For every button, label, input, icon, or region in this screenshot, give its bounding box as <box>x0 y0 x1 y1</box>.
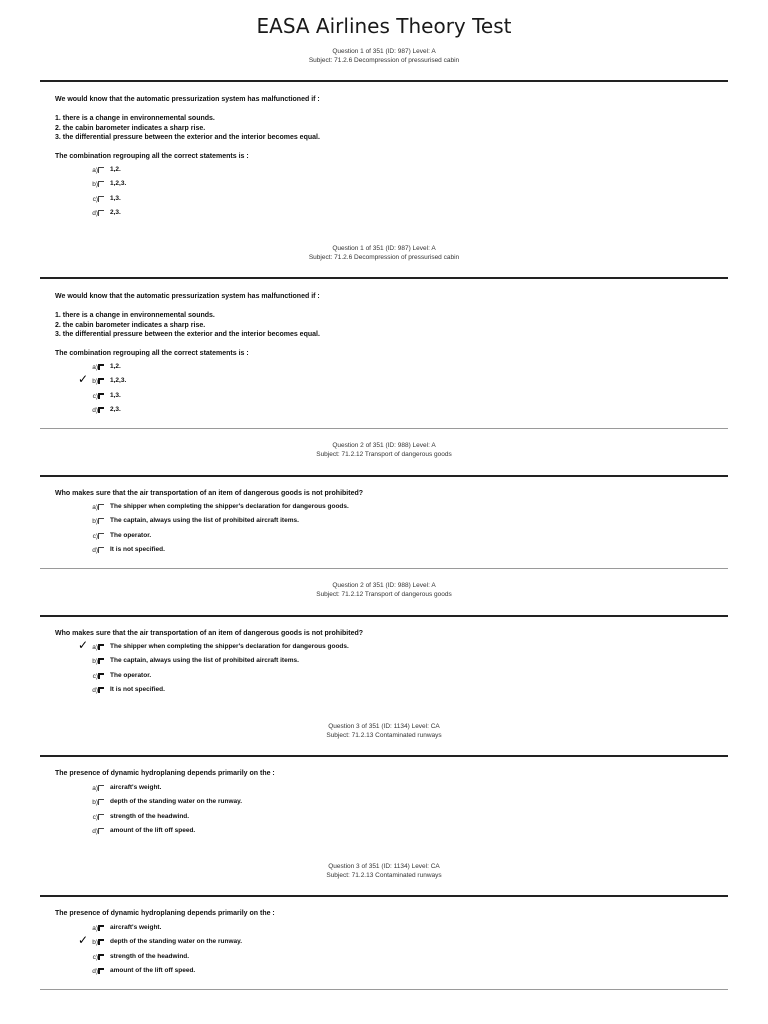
option-checkbox[interactable] <box>98 407 104 413</box>
question-number-line: Question 1 of 351 (ID: 987) Level: A <box>332 245 436 252</box>
option-checkbox[interactable] <box>98 828 104 834</box>
option-text: strength of the headwind. <box>110 813 190 820</box>
option-letter: d) <box>92 687 98 694</box>
answer-option[interactable] <box>0 195 768 207</box>
option-checkbox[interactable] <box>98 518 104 524</box>
option-checkbox[interactable] <box>98 673 104 679</box>
question-number-line: Question 3 of 351 (ID: 1134) Level: CA <box>328 723 440 730</box>
subject-line: Subject: 71.2.13 Contaminated runways <box>326 872 442 879</box>
question-number-line: Question 3 of 351 (ID: 1134) Level: CA <box>328 863 440 870</box>
answer-option[interactable] <box>0 166 768 178</box>
question-header <box>0 862 768 880</box>
answer-option[interactable] <box>0 180 768 192</box>
option-checkbox[interactable] <box>98 925 104 931</box>
option-letter: a) <box>92 364 98 371</box>
question-prompt: Who makes sure that the air transportation of an item of dangerous goods is not prohibited? <box>55 490 364 497</box>
option-text: The captain, always using the list of prohibited aircraft items. <box>110 517 299 524</box>
option-letter: b) <box>92 518 98 525</box>
option-checkbox[interactable] <box>98 364 104 370</box>
option-text: It is not specified. <box>110 686 165 693</box>
section-divider <box>40 755 728 757</box>
section-divider <box>40 568 728 569</box>
option-text: The captain, always using the list of prohibited aircraft items. <box>110 657 299 664</box>
option-letter: c) <box>92 196 98 203</box>
question-prompt: We would know that the automatic pressurization system has malfunctioned if : <box>55 96 320 103</box>
section-divider <box>40 428 728 429</box>
option-checkbox[interactable] <box>98 533 104 539</box>
section-divider <box>40 277 728 279</box>
checkmark-icon: ✓ <box>78 638 89 652</box>
section-divider <box>40 80 728 82</box>
option-letter: b) <box>92 378 98 385</box>
question-header <box>0 581 768 599</box>
option-letter: b) <box>92 939 98 946</box>
section-divider <box>40 989 728 990</box>
answer-option[interactable] <box>0 798 768 810</box>
statement-item: 2. the cabin barometer indicates a sharp rise. <box>55 125 206 132</box>
option-text: depth of the standing water on the runway. <box>110 798 243 805</box>
section-divider <box>40 615 728 617</box>
option-text: amount of the lift off speed. <box>110 967 196 974</box>
question-prompt: Who makes sure that the air transportation of an item of dangerous goods is not prohibited? <box>55 630 364 637</box>
option-letter: b) <box>92 658 98 665</box>
subject-line: Subject: 71.2.13 Contaminated runways <box>326 732 442 739</box>
statement-item: 2. the cabin barometer indicates a sharp rise. <box>55 322 206 329</box>
page-title: EASA Airlines Theory Test <box>256 14 512 38</box>
subject-line: Subject: 71.2.12 Transport of dangerous goods <box>316 451 452 458</box>
answer-option[interactable] <box>0 784 768 796</box>
question-header <box>0 441 768 459</box>
answer-option[interactable] <box>0 363 768 375</box>
option-letter: a) <box>92 925 98 932</box>
answer-option[interactable] <box>0 813 768 825</box>
question-number-line: Question 2 of 351 (ID: 988) Level: A <box>332 582 436 589</box>
answer-option[interactable] <box>0 392 768 404</box>
section-divider <box>40 895 728 897</box>
question-number-line: Question 1 of 351 (ID: 987) Level: A <box>332 48 436 55</box>
checkmark-icon: ✓ <box>78 372 89 386</box>
statement-item: 1. there is a change in environnemental sounds. <box>55 312 215 319</box>
answer-option[interactable] <box>0 672 768 684</box>
subject-line: Subject: 71.2.6 Decompression of pressurised cabin <box>308 254 460 261</box>
option-letter: d) <box>92 547 98 554</box>
checkmark-icon: ✓ <box>78 933 89 947</box>
option-text: The shipper when completing the shipper's declaration for dangerous goods. <box>110 503 349 510</box>
option-letter: a) <box>92 644 98 651</box>
option-text: 1,2,3. <box>110 377 127 384</box>
answer-option[interactable] <box>0 827 768 839</box>
question-header <box>0 722 768 740</box>
option-checkbox[interactable] <box>98 547 104 553</box>
subject-line: Subject: 71.2.6 Decompression of pressurised cabin <box>308 57 460 64</box>
answer-option[interactable] <box>0 686 768 698</box>
option-letter: d) <box>92 968 98 975</box>
answer-option[interactable] <box>0 503 768 515</box>
option-checkbox[interactable] <box>98 210 104 216</box>
option-letter: a) <box>92 504 98 511</box>
answer-option[interactable] <box>0 209 768 221</box>
option-letter: a) <box>92 785 98 792</box>
option-letter: b) <box>92 799 98 806</box>
option-text: 2,3. <box>110 406 121 413</box>
question-number-line: Question 2 of 351 (ID: 988) Level: A <box>332 442 436 449</box>
subject-line: Subject: 71.2.12 Transport of dangerous goods <box>316 591 452 598</box>
combination-prompt: The combination regrouping all the correct statements is : <box>55 153 249 160</box>
option-letter: d) <box>92 407 98 414</box>
option-checkbox[interactable] <box>98 799 104 805</box>
option-letter: c) <box>92 814 98 821</box>
option-text: The operator. <box>110 672 152 679</box>
option-letter: c) <box>92 393 98 400</box>
answer-option[interactable] <box>0 967 768 979</box>
section-divider <box>40 475 728 477</box>
statement-item: 1. there is a change in environnemental sounds. <box>55 115 215 122</box>
option-letter: d) <box>92 828 98 835</box>
question-prompt: The presence of dynamic hydroplaning depends primarily on the : <box>55 770 275 777</box>
option-checkbox[interactable] <box>98 814 104 820</box>
option-text: amount of the lift off speed. <box>110 827 196 834</box>
option-text: 1,2. <box>110 166 121 173</box>
option-letter: c) <box>92 533 98 540</box>
answer-option[interactable] <box>0 924 768 936</box>
option-checkbox[interactable] <box>98 658 104 664</box>
answer-option[interactable] <box>0 546 768 558</box>
question-header <box>0 244 768 262</box>
option-checkbox[interactable] <box>98 644 104 650</box>
option-checkbox[interactable] <box>98 954 104 960</box>
option-checkbox[interactable] <box>98 181 104 187</box>
option-text: aircraft's weight. <box>110 924 162 931</box>
option-text: It is not specified. <box>110 546 165 553</box>
answer-option[interactable] <box>0 657 768 669</box>
option-letter: d) <box>92 210 98 217</box>
option-checkbox[interactable] <box>98 378 104 384</box>
answer-option-selected[interactable] <box>0 638 768 655</box>
statement-item: 3. the differential pressure between the exterior and the interior becomes equal. <box>55 134 320 141</box>
question-prompt: The presence of dynamic hydroplaning depends primarily on the : <box>55 910 275 917</box>
option-text: 1,2. <box>110 363 121 370</box>
question-header <box>0 47 768 65</box>
option-letter: c) <box>92 673 98 680</box>
option-checkbox[interactable] <box>98 504 104 510</box>
option-letter: c) <box>92 954 98 961</box>
option-text: 2,3. <box>110 209 121 216</box>
option-checkbox[interactable] <box>98 785 104 791</box>
option-checkbox[interactable] <box>98 393 104 399</box>
answer-option[interactable] <box>0 517 768 529</box>
option-checkbox[interactable] <box>98 968 104 974</box>
option-text: 1,3. <box>110 195 121 202</box>
option-checkbox[interactable] <box>98 939 104 945</box>
option-letter: a) <box>92 167 98 174</box>
option-checkbox[interactable] <box>98 167 104 173</box>
option-text: 1,2,3. <box>110 180 127 187</box>
statement-item: 3. the differential pressure between the exterior and the interior becomes equal. <box>55 331 320 338</box>
option-checkbox[interactable] <box>98 687 104 693</box>
answer-option-selected[interactable] <box>0 933 768 950</box>
option-text: The shipper when completing the shipper's declaration for dangerous goods. <box>110 643 349 650</box>
question-prompt: We would know that the automatic pressurization system has malfunctioned if : <box>55 293 320 300</box>
combination-prompt: The combination regrouping all the correct statements is : <box>55 350 249 357</box>
option-letter: b) <box>92 181 98 188</box>
option-text: aircraft's weight. <box>110 784 162 791</box>
option-checkbox[interactable] <box>98 196 104 202</box>
option-text: depth of the standing water on the runway. <box>110 938 243 945</box>
option-text: The operator. <box>110 532 152 539</box>
answer-option[interactable] <box>0 532 768 544</box>
answer-option-selected[interactable] <box>0 372 768 389</box>
answer-option[interactable] <box>0 953 768 965</box>
answer-option[interactable] <box>0 406 768 418</box>
option-text: strength of the headwind. <box>110 953 190 960</box>
option-text: 1,3. <box>110 392 121 399</box>
